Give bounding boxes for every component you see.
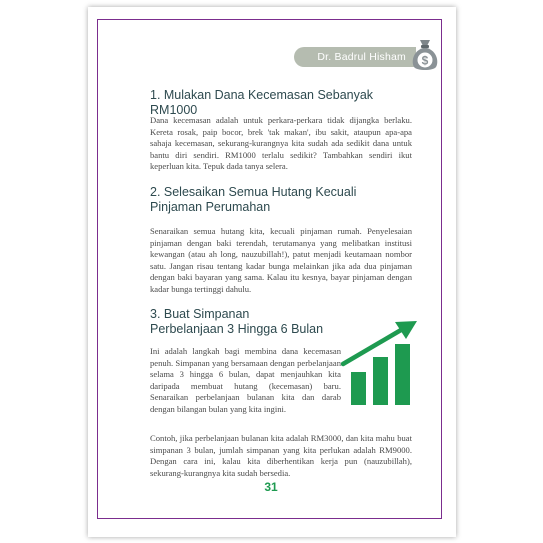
growth-arrow xyxy=(343,330,401,364)
money-bag-icon xyxy=(410,36,440,72)
growth-bar-1 xyxy=(351,372,366,405)
section-2-heading: 2. Selesaikan Semua Hutang Kecuali Pinjaman Perumahan xyxy=(150,185,357,214)
svg-text:$: $ xyxy=(421,53,429,68)
author-name: Dr. Badrul Hisham xyxy=(317,51,406,63)
growth-bar-3 xyxy=(395,344,410,405)
section-1-heading: 1. Mulakan Dana Kecemasan Sebanyak RM1000 xyxy=(150,88,374,117)
author-tab xyxy=(294,47,416,67)
growth-bar-2 xyxy=(373,357,388,405)
page-number: 31 xyxy=(264,480,278,494)
section-1-body: Dana kecemasan adalah untuk perkara-perkara tidak dijangka berlaku. Kereta rosak, paip bocor, brek 'tak makan', ibu sakit, ataupun apa-apa sahaja kecemasan, sekurang-kurangnya kita sudah ada sedikit dana untuk bantu diri sendiri. RM1000 terlalu sedikit? Tambahkan sendiri ikut keperluan kita. Tepuk dada tanya selera. xyxy=(150,115,412,172)
section-2-body: Senaraikan semua hutang kita, kecuali pinjaman rumah. Penyelesaian pinjaman dengan baki terendah, terutamanya yang melibatkan institusi kewangan (atau ah long, nauzubillah!), patut menjadi keutamaan nombor satu. Jangan risau tentang kadar bunga melainkan jika ada dua pinjaman dengan baki bayaran yang sama. Kalau itu kesnya, bayar pinjaman dengan kadar bunga tertinggi dahulu. xyxy=(150,226,412,294)
growth-chart-icon xyxy=(341,318,419,406)
section-3-body-part2: Contoh, jika perbelanjaan bulanan kita adalah RM3000, dan kita mahu buat simpanan 3 bulan, jumlah simpanan yang kita perlukan adalah RM9000. Dengan cara ini, kalau kita diberhentikan kerja pun (nauzubillah), sekurang-kurangnya kita sudah bersedia. xyxy=(150,433,412,478)
section-3-body-part1: Ini adalah langkah bagi membina dana kecemasan penuh. Simpanan yang bersamaan dengan perbelanjaan selama 3 hingga 6 bulan, dapat menjauhkan kita daripada membuat hutang (kecemasan) baru. Senaraikan perbelanjaan bulanan kita dan darab dengan bilangan bulan yang kita ingini. xyxy=(150,346,341,414)
section-3-heading: 3. Buat Simpanan Perbelanjaan 3 Hingga 6 Bulan xyxy=(150,307,324,336)
